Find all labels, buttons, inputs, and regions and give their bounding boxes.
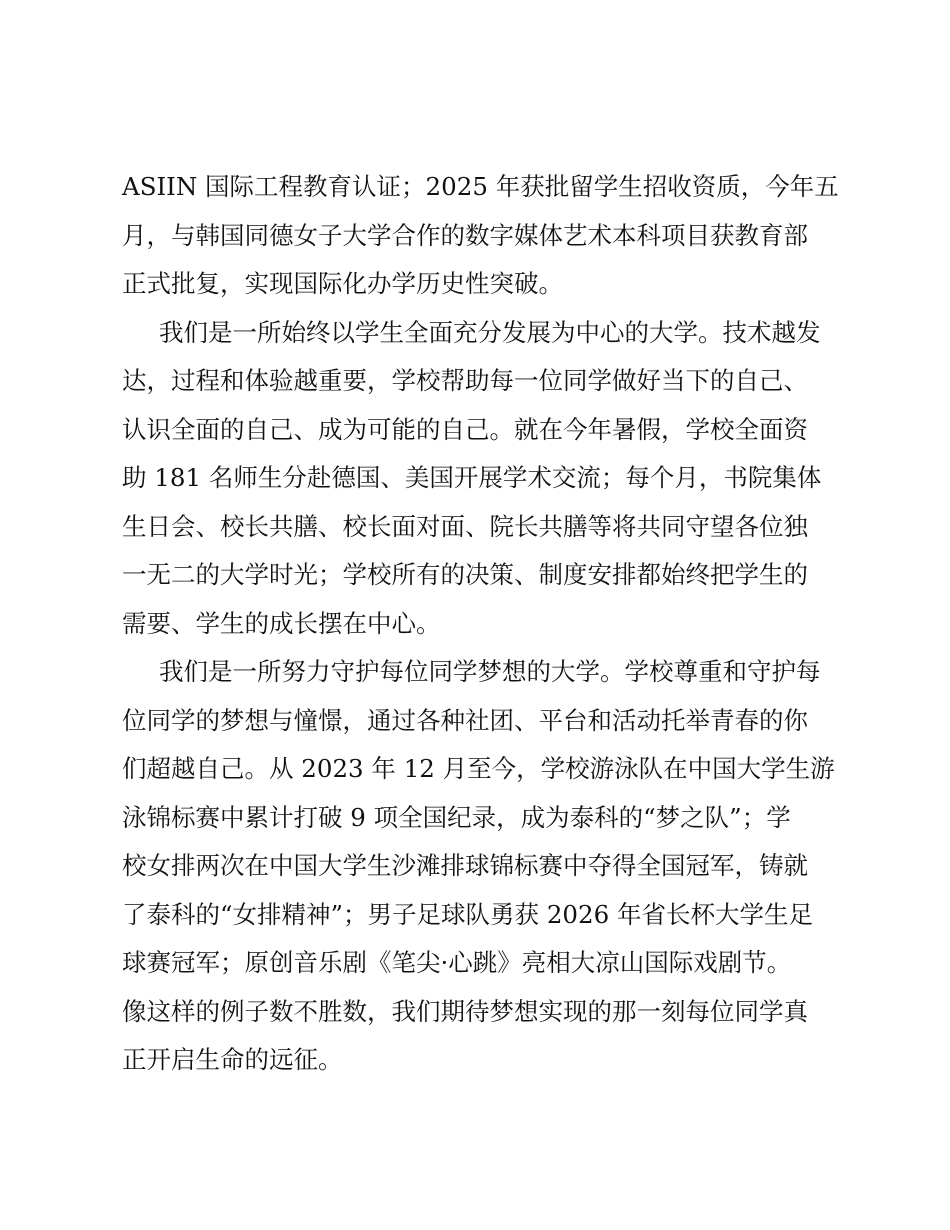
paragraph-1-line-1: ASIIN 国际工程教育认证；2025 年获批留学生招收资质，今年五 xyxy=(122,172,839,201)
paragraph-1-line-2: 月，与韩国同德女子大学合作的数字媒体艺术本科项目获教育部 xyxy=(122,220,808,250)
paragraph-2-line-5: 生日会、校长共膳、校长面对面、院长共膳等将共同守望各位独 xyxy=(122,511,808,541)
paragraph-2-line-1: 我们是一所始终以学生全面充分发展为中心的大学。技术越发 xyxy=(159,317,821,347)
paragraph-3-line-1: 我们是一所努力守护每位同学梦想的大学。学校尊重和守护每 xyxy=(159,657,821,686)
paragraph-3-line-9: 正开启生命的远征。 xyxy=(122,1045,343,1074)
document-body xyxy=(122,163,839,1085)
paragraph-2-line-3: 认识全面的自己、成为可能的自己。就在今年暑假，学校全面资 xyxy=(122,414,808,444)
paragraph-3-line-3: 们超越自己。从 2023 年 12 月至今，学校游泳队在中国大学生游 xyxy=(122,754,835,783)
paragraph-3-line-8: 像这样的例子数不胜数，我们期待梦想实现的那一刻每位同学真 xyxy=(122,996,808,1026)
paragraph-3-line-6: 了泰科的“女排精神”；男子足球队勇获 2026 年省长杯大学生足 xyxy=(122,899,813,929)
paragraph-2-line-7: 需要、学生的成长摆在中心。 xyxy=(122,608,441,638)
paragraph-1-line-3: 正式批复，实现国际化办学历史性突破。 xyxy=(122,269,563,298)
paragraph-3-line-5: 校女排两次在中国大学生沙滩排球锦标赛中夺得全国冠军，铸就 xyxy=(122,851,808,880)
paragraph-3-line-7: 球赛冠军；原创音乐剧《笔尖·心跳》亮相大凉山国际戏剧节。 xyxy=(122,948,792,977)
paragraph-3-line-4: 泳锦标赛中累计打破 9 项全国纪录，成为泰科的“梦之队”；学 xyxy=(122,802,791,832)
paragraph-3-line-2: 位同学的梦想与憧憬，通过各种社团、平台和活动托举青春的你 xyxy=(122,705,808,735)
paragraph-2-line-2: 达，过程和体验越重要，学校帮助每一位同学做好当下的自己、 xyxy=(122,366,808,395)
paragraph-2-line-6: 一无二的大学时光；学校所有的决策、制度安排都始终把学生的 xyxy=(122,560,808,589)
paragraph-2-line-4: 助 181 名师生分赴德国、美国开展学术交流；每个月，书院集体 xyxy=(122,463,822,492)
